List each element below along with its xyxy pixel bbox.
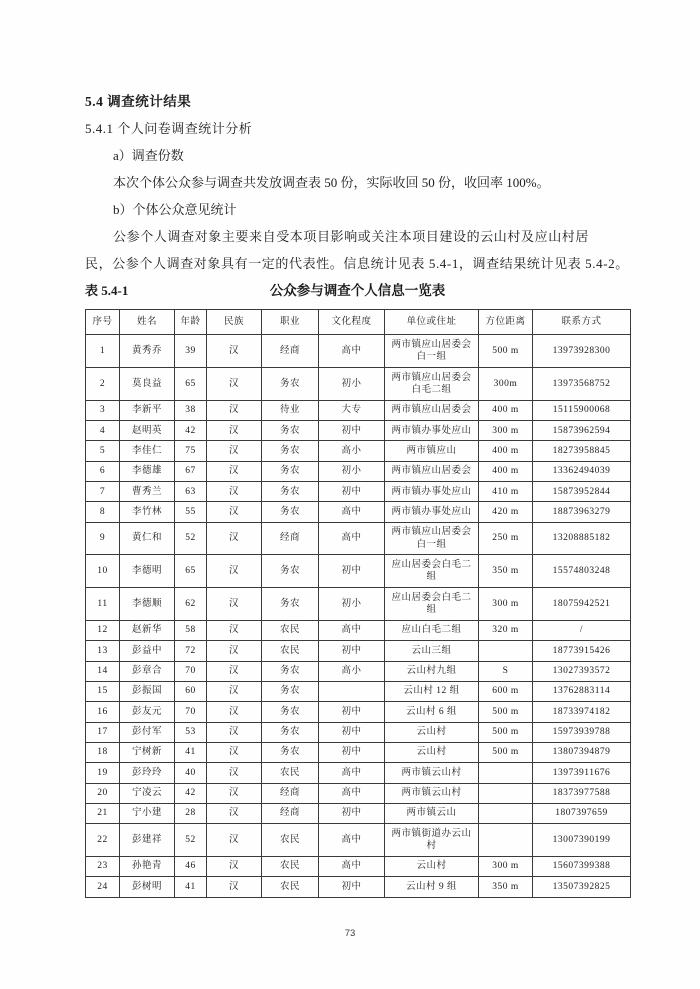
table-cell: 13762883114 <box>533 681 631 701</box>
table-cell: 宁凌云 <box>120 783 175 803</box>
table-cell: 彭章合 <box>120 661 175 681</box>
table-row <box>86 368 631 401</box>
table-row <box>86 588 631 621</box>
table-cell: 黄仁和 <box>120 522 175 555</box>
table-cell: 汉 <box>207 877 262 897</box>
table-cell: 65 <box>175 555 207 588</box>
table-cell: 1807397659 <box>533 803 631 823</box>
table-cell: 500 m <box>479 722 533 742</box>
table-cell: 300 m <box>479 421 533 441</box>
table-cell: 46 <box>175 856 207 876</box>
table-cell: 10 <box>86 555 120 588</box>
table-cell: 13027393572 <box>533 661 631 681</box>
table-cell: 汉 <box>207 722 262 742</box>
column-header: 年龄 <box>175 310 207 335</box>
table-cell <box>479 763 533 783</box>
table-cell: 汉 <box>207 803 262 823</box>
table-cell: 经商 <box>262 783 319 803</box>
table-cell: 云山村 6 组 <box>385 702 479 722</box>
table-cell: 汉 <box>207 588 262 621</box>
table-title: 公众参与调查个人信息一览表 <box>269 283 446 298</box>
table-cell: 初中 <box>319 722 385 742</box>
table-cell: 汉 <box>207 335 262 368</box>
table-cell: 13973568752 <box>533 368 631 401</box>
table-row <box>86 641 631 661</box>
table-cell: 15873962594 <box>533 421 631 441</box>
table-cell: 两市镇应山居委会白一组 <box>385 522 479 555</box>
subsection-heading-5-4-1: 5.4.1 个人问卷调查统计分析 <box>85 121 253 136</box>
table-cell: 75 <box>175 441 207 461</box>
table-cell: 务农 <box>262 502 319 522</box>
table-cell: 28 <box>175 803 207 823</box>
table-cell: 600 m <box>479 681 533 701</box>
table-cell: 410 m <box>479 482 533 502</box>
table-row <box>86 522 631 555</box>
table-cell: 两市镇办事处应山 <box>385 421 479 441</box>
table-cell: 云山村 <box>385 722 479 742</box>
table-cell: 40 <box>175 763 207 783</box>
table-row <box>86 803 631 823</box>
table-cell: 两市镇应山居委会白毛二组 <box>385 368 479 401</box>
table-cell: 9 <box>86 522 120 555</box>
table-cell: 21 <box>86 803 120 823</box>
table-cell: 宁小建 <box>120 803 175 823</box>
column-header: 联系方式 <box>533 310 631 335</box>
table-cell: 18 <box>86 742 120 762</box>
table-cell: 李竹林 <box>120 502 175 522</box>
table-cell: 大专 <box>319 400 385 420</box>
table-row <box>86 783 631 803</box>
column-header: 文化程度 <box>319 310 385 335</box>
paragraph-survey-count: 本次个体公众参与调查共发放调查表 50 份，实际收回 50 份，收回率 100%。 <box>113 175 550 190</box>
table-cell: 彭树明 <box>120 877 175 897</box>
table-cell: 400 m <box>479 400 533 420</box>
table-cell: 高中 <box>319 522 385 555</box>
table-cell: 务农 <box>262 588 319 621</box>
table-cell: 高中 <box>319 335 385 368</box>
table-cell: 农民 <box>262 620 319 640</box>
table-cell: 两市镇云山村 <box>385 783 479 803</box>
table-cell: 初中 <box>319 555 385 588</box>
table-cell: 70 <box>175 702 207 722</box>
table-cell: 350 m <box>479 877 533 897</box>
table-cell: 初中 <box>319 742 385 762</box>
table-cell: 两市镇云山村 <box>385 763 479 783</box>
table-cell: 63 <box>175 482 207 502</box>
table-cell: 15973939788 <box>533 722 631 742</box>
table-cell: 两市镇应山居委会 <box>385 400 479 420</box>
table-cell: 李德雄 <box>120 461 175 481</box>
table-cell: 60 <box>175 681 207 701</box>
table-cell: 经商 <box>262 803 319 823</box>
table-cell: 5 <box>86 441 120 461</box>
table-cell: 18273958845 <box>533 441 631 461</box>
table-cell: 彭玲玲 <box>120 763 175 783</box>
table-row <box>86 681 631 701</box>
table-cell: / <box>533 620 631 640</box>
table-cell: 两市镇应山居委会白一组 <box>385 335 479 368</box>
list-item-a: a）调查份数 <box>113 148 184 163</box>
table-cell: 经商 <box>262 335 319 368</box>
table-cell: 初小 <box>319 588 385 621</box>
table-cell: 4 <box>86 421 120 441</box>
table-cell: 汉 <box>207 482 262 502</box>
table-row <box>86 824 631 857</box>
table-cell: 初中 <box>319 421 385 441</box>
table-cell: 42 <box>175 421 207 441</box>
table-cell: 初中 <box>319 641 385 661</box>
table-cell: 38 <box>175 400 207 420</box>
table-cell: 高中 <box>319 783 385 803</box>
table-cell: 500 m <box>479 702 533 722</box>
table-cell: 两市镇应山 <box>385 441 479 461</box>
table-cell: 务农 <box>262 441 319 461</box>
table-cell: 39 <box>175 335 207 368</box>
table-cell: 汉 <box>207 620 262 640</box>
table-cell: 11 <box>86 588 120 621</box>
table-cell: 400 m <box>479 461 533 481</box>
table-cell: 汉 <box>207 641 262 661</box>
table-cell <box>479 824 533 857</box>
table-label: 表 5.4-1 <box>85 283 129 298</box>
table-cell: 13973911676 <box>533 763 631 783</box>
table-cell: 农民 <box>262 856 319 876</box>
table-cell: 汉 <box>207 400 262 420</box>
table-cell: 初中 <box>319 877 385 897</box>
table-cell: 汉 <box>207 421 262 441</box>
table-cell: 彭付军 <box>120 722 175 742</box>
table-cell: 汉 <box>207 522 262 555</box>
table-cell: 20 <box>86 783 120 803</box>
table-cell: 1 <box>86 335 120 368</box>
table-row <box>86 441 631 461</box>
table-cell: 300 m <box>479 856 533 876</box>
table-cell <box>479 803 533 823</box>
table-cell: 云山村 12 组 <box>385 681 479 701</box>
table-row <box>86 335 631 368</box>
table-cell: 高中 <box>319 502 385 522</box>
table-cell: 汉 <box>207 441 262 461</box>
table-cell: 云山村九组 <box>385 661 479 681</box>
table-cell: 420 m <box>479 502 533 522</box>
table-cell: 13208885182 <box>533 522 631 555</box>
table-cell: 500 m <box>479 335 533 368</box>
table-cell: 莫良益 <box>120 368 175 401</box>
survey-personal-info-table <box>85 309 631 898</box>
table-cell: 14 <box>86 661 120 681</box>
table-cell: 李德明 <box>120 555 175 588</box>
table-cell: 务农 <box>262 722 319 742</box>
table-cell: 18733974182 <box>533 702 631 722</box>
table-cell: 汉 <box>207 502 262 522</box>
table-cell: 彭建祥 <box>120 824 175 857</box>
table-cell: 72 <box>175 641 207 661</box>
table-cell: 18873963279 <box>533 502 631 522</box>
table-cell: 高小 <box>319 661 385 681</box>
table-cell: 18075942521 <box>533 588 631 621</box>
table-cell: 汉 <box>207 368 262 401</box>
table-cell: 13362494039 <box>533 461 631 481</box>
table-cell: 24 <box>86 877 120 897</box>
table-row <box>86 742 631 762</box>
table-cell: 18773915426 <box>533 641 631 661</box>
table-cell: 经商 <box>262 522 319 555</box>
table-cell: 15607399388 <box>533 856 631 876</box>
table-cell: 两市镇办事处应山 <box>385 482 479 502</box>
table-cell: 李德顺 <box>120 588 175 621</box>
table-cell: 19 <box>86 763 120 783</box>
table-cell: 13973928300 <box>533 335 631 368</box>
table-row <box>86 421 631 441</box>
table-cell: 初小 <box>319 368 385 401</box>
table-cell: 务农 <box>262 555 319 588</box>
table-cell: 高小 <box>319 441 385 461</box>
table-cell: 彭友元 <box>120 702 175 722</box>
list-item-b: b）个体公众意见统计 <box>113 202 237 217</box>
column-header: 方位距离 <box>479 310 533 335</box>
table-cell: 13507392825 <box>533 877 631 897</box>
table-cell: 务农 <box>262 461 319 481</box>
table-cell: 55 <box>175 502 207 522</box>
document-content <box>85 88 630 898</box>
table-cell: 15574803248 <box>533 555 631 588</box>
table-row <box>86 856 631 876</box>
table-cell: 3 <box>86 400 120 420</box>
table-cell: 13007390199 <box>533 824 631 857</box>
table-cell: 初中 <box>319 482 385 502</box>
table-cell: 250 m <box>479 522 533 555</box>
table-cell: 500 m <box>479 742 533 762</box>
table-cell: 务农 <box>262 482 319 502</box>
table-cell: 16 <box>86 702 120 722</box>
table-cell: 高中 <box>319 824 385 857</box>
table-cell: 300 m <box>479 588 533 621</box>
table-cell: 22 <box>86 824 120 857</box>
table-cell: 53 <box>175 722 207 742</box>
section-heading-5-4: 5.4 调查统计结果 <box>85 94 192 109</box>
column-header: 职业 <box>262 310 319 335</box>
table-row <box>86 482 631 502</box>
table-cell: 41 <box>175 742 207 762</box>
table-row <box>86 763 631 783</box>
table-cell: 务农 <box>262 681 319 701</box>
table-cell: 农民 <box>262 824 319 857</box>
table-cell: 52 <box>175 824 207 857</box>
table-row <box>86 461 631 481</box>
table-cell: 应山居委会白毛二组 <box>385 588 479 621</box>
table-cell: 汉 <box>207 681 262 701</box>
table-row <box>86 661 631 681</box>
table-header-row <box>86 310 631 335</box>
table-cell: 13807394879 <box>533 742 631 762</box>
table-cell: 汉 <box>207 461 262 481</box>
table-cell: 70 <box>175 661 207 681</box>
paragraph-respondents-line1: 公参个人调查对象主要来自受本项目影响或关注本项目建设的云山村及应山村居 <box>113 229 590 244</box>
table-cell: 彭振国 <box>120 681 175 701</box>
table-row <box>86 877 631 897</box>
table-cell: 黄秀乔 <box>120 335 175 368</box>
table-cell: 汉 <box>207 702 262 722</box>
table-row <box>86 502 631 522</box>
table-cell: 汉 <box>207 783 262 803</box>
table-cell: 42 <box>175 783 207 803</box>
table-cell: 农民 <box>262 763 319 783</box>
table-cell: 务农 <box>262 368 319 401</box>
table-cell: 13 <box>86 641 120 661</box>
table-cell: 62 <box>175 588 207 621</box>
table-cell: 两市镇云山 <box>385 803 479 823</box>
table-cell: 云山村 <box>385 742 479 762</box>
table-cell: 曹秀兰 <box>120 482 175 502</box>
table-cell: 高中 <box>319 856 385 876</box>
table-cell: 初中 <box>319 803 385 823</box>
table-cell: 8 <box>86 502 120 522</box>
table-cell: 23 <box>86 856 120 876</box>
table-cell: 应山居委会白毛二组 <box>385 555 479 588</box>
column-header: 民族 <box>207 310 262 335</box>
column-header: 单位或住址 <box>385 310 479 335</box>
table-cell: 两市镇办事处应山 <box>385 502 479 522</box>
table-row <box>86 702 631 722</box>
table-cell: 云山村 <box>385 856 479 876</box>
table-cell: 务农 <box>262 702 319 722</box>
table-cell: 58 <box>175 620 207 640</box>
table-cell: 云山三组 <box>385 641 479 661</box>
table-row <box>86 555 631 588</box>
table-cell: 汉 <box>207 824 262 857</box>
column-header: 姓名 <box>120 310 175 335</box>
table-cell: 17 <box>86 722 120 742</box>
table-cell: 赵明英 <box>120 421 175 441</box>
table-cell: 务农 <box>262 661 319 681</box>
table-cell: 12 <box>86 620 120 640</box>
table-cell: 400 m <box>479 441 533 461</box>
table-cell: 彭益中 <box>120 641 175 661</box>
table-cell: 汉 <box>207 742 262 762</box>
table-cell: 云山村 9 组 <box>385 877 479 897</box>
table-row <box>86 620 631 640</box>
table-cell: 应山白毛二组 <box>385 620 479 640</box>
table-cell: 李新平 <box>120 400 175 420</box>
table-cell: 李佳仁 <box>120 441 175 461</box>
table-cell: 初中 <box>319 702 385 722</box>
table-cell: 320 m <box>479 620 533 640</box>
table-cell: 7 <box>86 482 120 502</box>
table-cell: 务农 <box>262 421 319 441</box>
table-cell: 汉 <box>207 555 262 588</box>
page-number: 73 <box>344 928 356 939</box>
table-cell <box>479 783 533 803</box>
table-cell: 300m <box>479 368 533 401</box>
paragraph-respondents-line2: 民，公参个人调查对象具有一定的代表性。信息统计见表 5.4-1，调查结果统计见表 5.4-2。 <box>85 256 629 271</box>
table-cell: 两市镇街道办云山村 <box>385 824 479 857</box>
table-cell: 汉 <box>207 763 262 783</box>
table-row <box>86 722 631 742</box>
table-cell: 15115900068 <box>533 400 631 420</box>
table-cell: 15873952844 <box>533 482 631 502</box>
table-cell: 高中 <box>319 763 385 783</box>
table-cell: 350 m <box>479 555 533 588</box>
table-cell: 汉 <box>207 661 262 681</box>
table-caption <box>85 277 630 304</box>
table-cell: 农民 <box>262 877 319 897</box>
table-cell: 67 <box>175 461 207 481</box>
table-cell: 18373977588 <box>533 783 631 803</box>
table-cell: 待业 <box>262 400 319 420</box>
table-cell: 汉 <box>207 856 262 876</box>
table-cell: 65 <box>175 368 207 401</box>
table-cell: 宁树新 <box>120 742 175 762</box>
table-row <box>86 400 631 420</box>
table-cell <box>479 641 533 661</box>
table-cell: 高中 <box>319 620 385 640</box>
table-cell: 15 <box>86 681 120 701</box>
table-cell: 2 <box>86 368 120 401</box>
table-cell: 赵新华 <box>120 620 175 640</box>
table-cell: 务农 <box>262 742 319 762</box>
table-cell: 41 <box>175 877 207 897</box>
table-cell <box>319 681 385 701</box>
table-cell: 6 <box>86 461 120 481</box>
table-cell: 两市镇应山居委会 <box>385 461 479 481</box>
table-cell: 孙艳青 <box>120 856 175 876</box>
column-header: 序号 <box>86 310 120 335</box>
table-cell: 农民 <box>262 641 319 661</box>
table-cell: 52 <box>175 522 207 555</box>
table-cell: S <box>479 661 533 681</box>
table-cell: 初小 <box>319 461 385 481</box>
